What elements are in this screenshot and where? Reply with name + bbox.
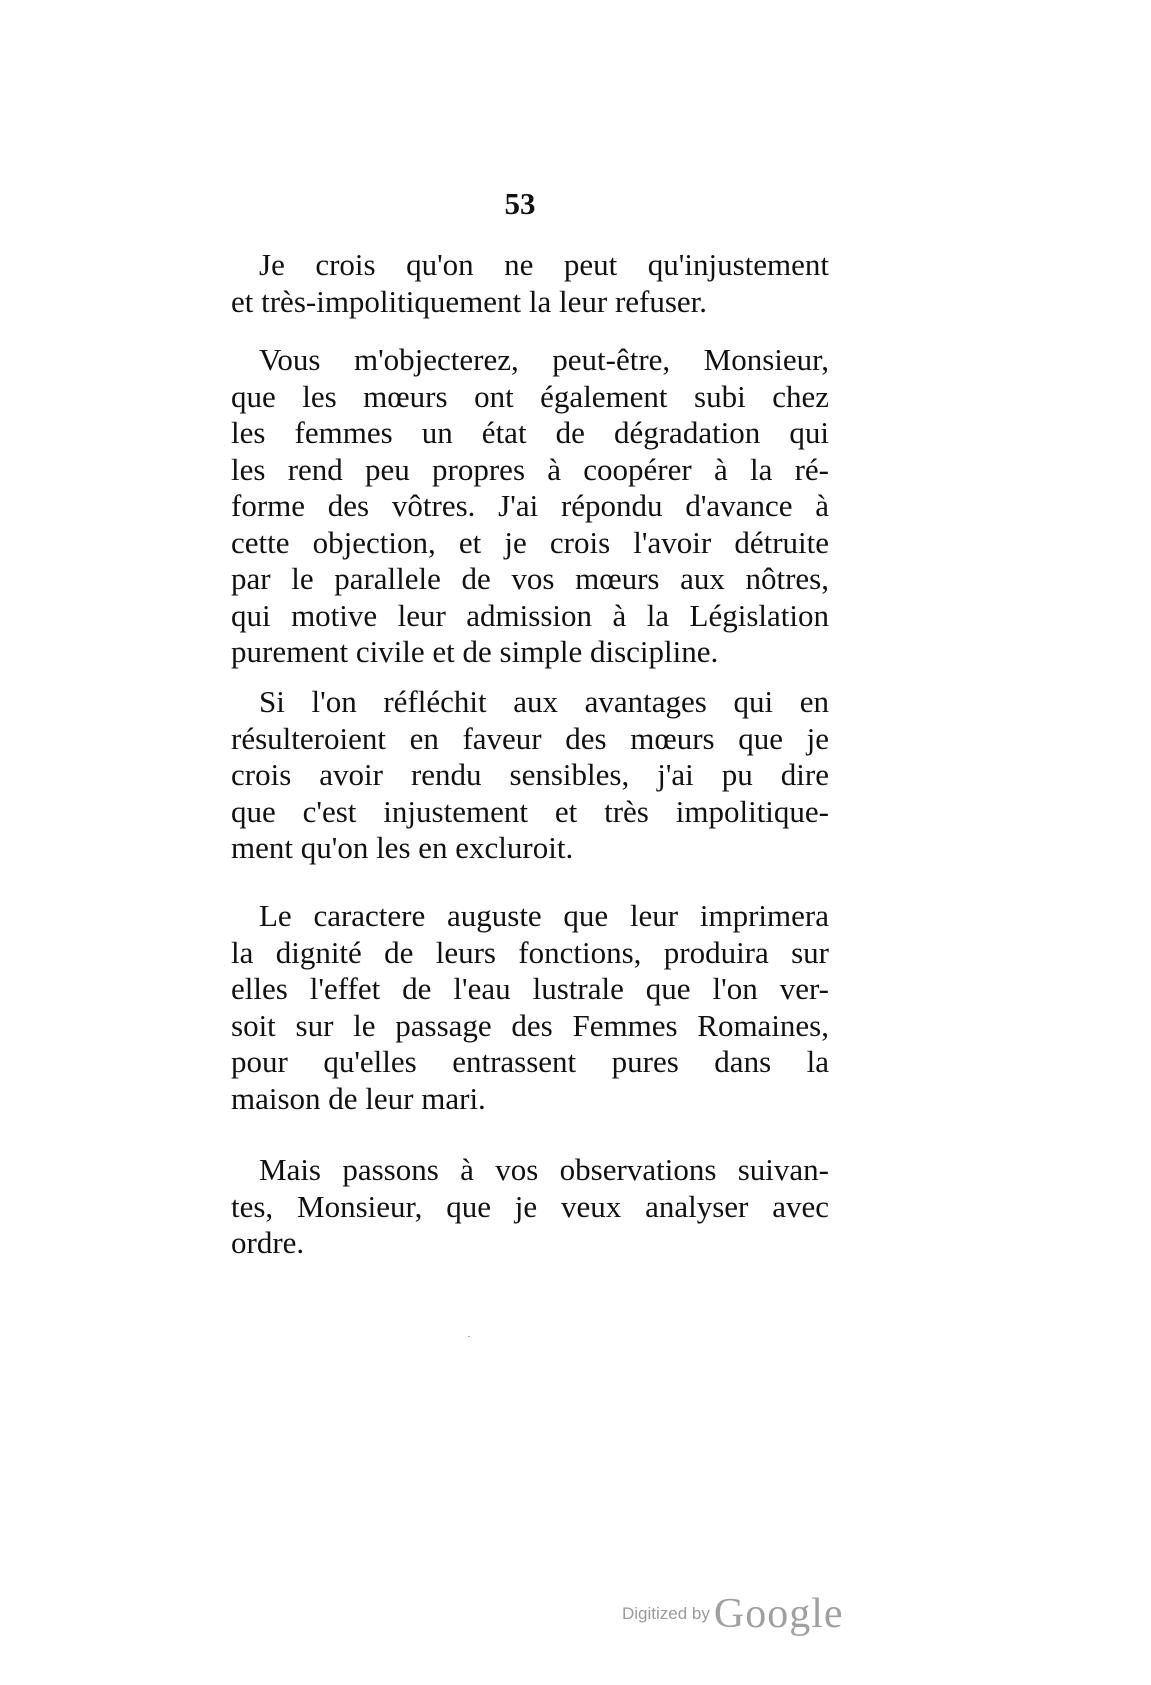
text-line: maison de leur mari. xyxy=(231,1080,486,1116)
page-number: 53 xyxy=(504,186,536,221)
text-line: les femmes un état de dégradation qui xyxy=(231,415,829,450)
text-line: la dignité de leurs fonctions, produira sur xyxy=(231,934,829,970)
text-line: qui motive leur admission à la Législation xyxy=(231,597,829,633)
text-line: les rend peu propres à coopérer à la ré- xyxy=(231,451,829,487)
text-line: ment qu'on les en excluroit. xyxy=(231,830,574,865)
text-line: et très-impolitiquement la leur refuser. xyxy=(231,283,708,319)
google-logo: Google xyxy=(713,1591,844,1637)
paragraph-2 xyxy=(231,342,829,671)
text-line: elles l'effet de l'eau lustrale que l'on ver- xyxy=(231,971,829,1006)
paragraph-4 xyxy=(231,898,829,1117)
text-line: Le caractere auguste que leur imprimera xyxy=(259,898,829,933)
text-line: crois avoir rendu sensibles, j'ai pu dire xyxy=(231,757,829,792)
text-line: Je crois qu'on ne peut qu'injustement xyxy=(259,247,829,282)
text-line: Si l'on réfléchit aux avantages qui en xyxy=(259,684,829,719)
text-line: que c'est injustement et très impolitique- xyxy=(231,793,829,829)
watermark-prefix: Digitized by xyxy=(622,1604,710,1623)
text-line: par le parallele de vos mœurs aux nôtres, xyxy=(231,561,829,596)
paragraph-3 xyxy=(231,684,829,867)
text-line: tes, Monsieur, que je veux analyser avec xyxy=(231,1188,829,1224)
text-line: pour qu'elles entrassent pures dans la xyxy=(231,1044,829,1079)
text-line: Mais passons à vos observations suivan- xyxy=(259,1152,829,1187)
text-line: soit sur le passage des Femmes Romaines, xyxy=(231,1007,829,1043)
paragraph-1 xyxy=(231,247,829,320)
text-line: que les mœurs ont également subi chez xyxy=(231,378,829,414)
paragraph-5 xyxy=(231,1152,829,1262)
digitized-watermark xyxy=(622,1590,844,1638)
text-line: cette objection, et je crois l'avoir détruite xyxy=(231,524,829,560)
text-line: Vous m'objecterez, peut-être, Monsieur, xyxy=(259,342,829,377)
text-line: purement civile et de simple discipline. xyxy=(231,634,719,669)
text-line: résulteroient en faveur des mœurs que je xyxy=(231,720,829,756)
text-line: ordre. xyxy=(231,1225,305,1260)
print-speck xyxy=(468,1336,470,1337)
text-line: forme des vôtres. J'ai répondu d'avance à xyxy=(231,488,829,523)
